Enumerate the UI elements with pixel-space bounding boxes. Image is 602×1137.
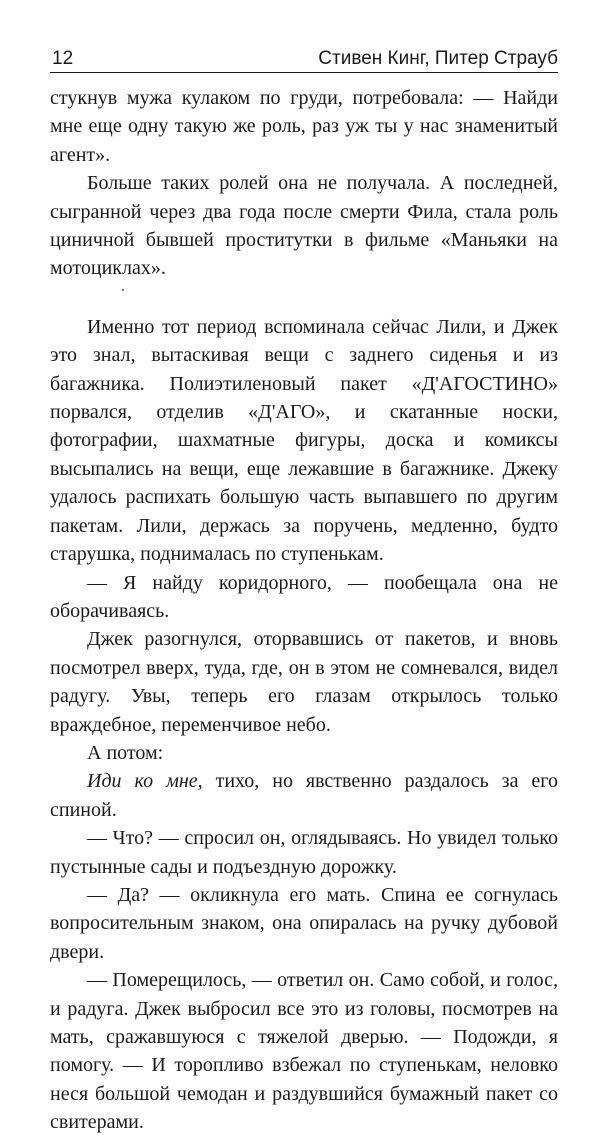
paragraph: Именно тот период вспоминала сейчас Лили, и Джек это знал, вытаскивая вещи с заднего сиденья и из багажника. Полиэтиленовый пакет «Д'АГОСТИНО» порвался, отделив «Д'АГО», и скатанные носки, фотографии, шахматные фигуры, доска и комиксы высыпались на вещи, еще лежавшие в багажнике. Джеку удалось распихать большую часть выпавшего по другим пакетам. Лили, держась за поручень, медленно, будто старушка, поднималась по ступенькам.	[50, 315, 558, 566]
running-title: Стивен Кинг, Питер Страуб	[318, 48, 558, 69]
italic-phrase: Иди ко мне	[87, 770, 198, 793]
paragraph: стукнув мужа кулаком по груди, потребовала: — Найди мне еще одну такую же роль, раз уж ты у нас знаменитый агент».	[50, 87, 558, 166]
paragraph: — Я найду коридорного, — пообещала она не оборачиваясь.	[50, 571, 558, 622]
print-speck	[122, 289, 124, 291]
paragraph: Больше таких ролей она не получала. А последней, сыгранной через два года после смерти Фила, стала роль циничной бывшей проститутки в фильме «Маньяки на мотоциклах».	[50, 172, 558, 280]
paragraph: — Да? — окликнула его мать. Спина ее согнулась вопросительным знаком, она опиралась на ручку дубовой двери.	[50, 883, 558, 963]
paragraph	[50, 767, 558, 824]
body-text	[50, 84, 558, 1137]
paragraph: Джек разогнулся, оторвавшись от пакетов, и вновь посмотрел вверх, туда, где, он в этом не сомневался, видел радугу. Увы, теперь его глазам открылось только враждебное, переменчивое небо.	[50, 628, 558, 736]
page-number: 12	[52, 48, 74, 69]
section-break	[50, 283, 558, 313]
running-head	[50, 46, 558, 73]
paragraph: А потом:	[87, 741, 164, 764]
paragraph-rest: , тихо, но явственно раздалось за его спиной.	[50, 770, 558, 821]
paragraph: — Померещилось, — ответил он. Само собой, и голос, и радуга. Джек выбросил все это из головы, посмотрев на мать, сражавшуюся с тяжелой дверью. — Подожди, я помогу. — И торопливо взбежал по ступенькам, неловко неся большой чемодан и раздувшийся бумажный пакет со свитерами.	[50, 969, 558, 1134]
paragraph: — Что? — спросил он, оглядываясь. Но увидел только пустынные сады и подъездную дорожку.	[50, 827, 558, 878]
